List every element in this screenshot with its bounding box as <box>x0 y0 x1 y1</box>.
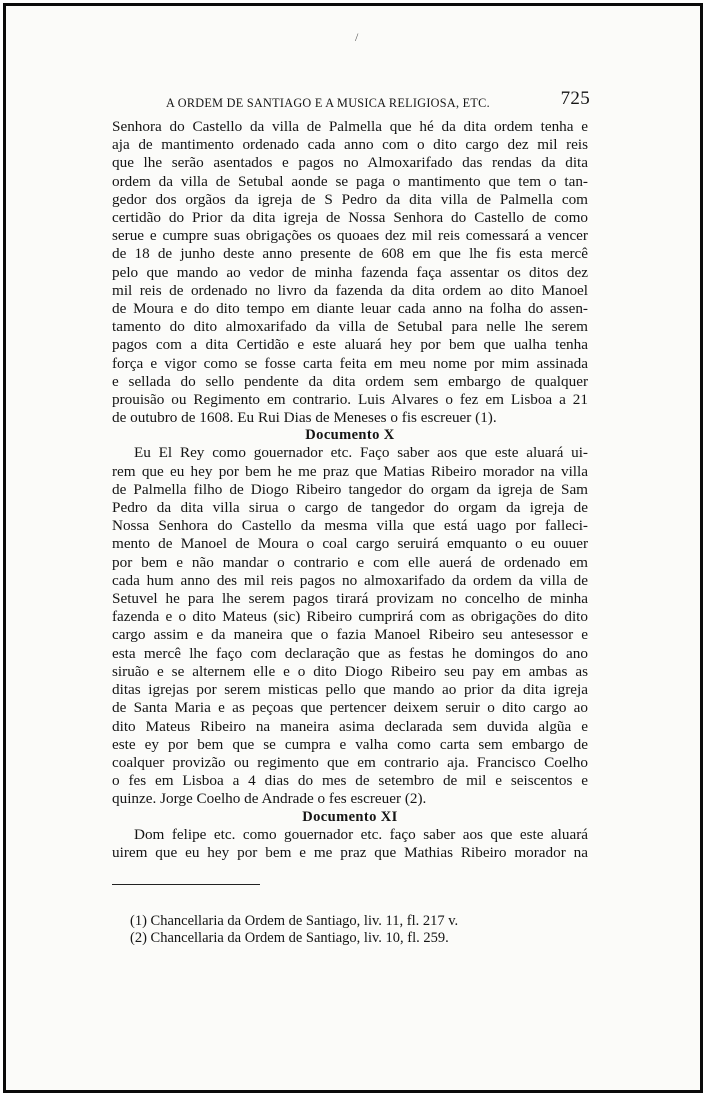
text-line: força e vigor como se fosse carta feita em meu nome por mim assinada <box>112 354 588 372</box>
text-line: tamento do dito almoxarifado da villa de Setubal para nelle lhe serem <box>112 318 588 336</box>
text-line: ordem da villa de Setubal aonde se paga o mantimento que tem o tan- <box>112 172 588 190</box>
text-line: Pedro da dita villa sirua o cargo de tangedor do orgam da igreja de <box>112 499 588 517</box>
footnotes <box>112 913 588 947</box>
text-line: Dom felipe etc. como gouernador etc. faço saber aos que este aluará <box>134 825 588 843</box>
document-page <box>112 88 588 947</box>
documento-x-text <box>112 444 588 808</box>
text-line: gedor dos orgãos da igreja de S Pedro da dita villa de Palmella com <box>112 190 588 208</box>
text-line: esta mercê lhe faço com declaração que as festas he domingos do ano <box>112 644 588 662</box>
text-line: Nossa Senhora do Castello da mesma villa que está uago por falleci- <box>112 517 588 535</box>
text-line: de Moura e do dito tempo em diante leuar cada anno na folha do assen- <box>112 300 588 318</box>
text-line: pelo que mando ao vedor de minha fazenda faça assentar os ditos dez <box>112 263 588 281</box>
text-line: pagos com a dita Certidão e este aluará hey por bem que ualha tenha <box>112 336 588 354</box>
footnote: (2) Chancellaria da Ordem de Santiago, liv. 10, fl. 259. <box>130 929 449 946</box>
text-line: de Palmella filho de Diogo Ribeiro tangedor do orgam da igreja de Sam <box>112 480 588 498</box>
text-line: mil reis de ordenado no livro da fazenda da dita ordem ao dito Manoel <box>112 281 588 299</box>
scan-speck: / <box>355 30 359 44</box>
text-line: fazenda e o dito Mateus (sic) Ribeiro cumprirá com as obrigações do dito <box>112 608 588 626</box>
footnote-rule <box>112 884 260 885</box>
text-line: cada hum anno des mil reis pagos no almoxarifado da ordem da villa de <box>112 571 588 589</box>
text-line: cargo assim e da maneira que o fazia Manoel Ribeiro seu antesessor e <box>112 626 588 644</box>
text-line: uirem que eu hey por bem e me praz que Mathias Ribeiro morador na <box>112 843 588 861</box>
running-title: A ORDEM DE SANTIAGO E A MUSICA RELIGIOSA, ETC. <box>166 96 490 110</box>
text-line: certidão do Prior da dita igreja de Nossa Senhora do Castello de como <box>112 209 588 227</box>
text-line: este ey por bem que se cumpra e valha como carta sem embargo de <box>112 735 588 753</box>
text-line: de outubro de 1608. Eu Rui Dias de Meneses o fis escreuer (1). <box>112 409 497 427</box>
text-line: prouisão ou Regimento em contrario. Luis Alvares o fez em Lisboa a 21 <box>112 391 588 409</box>
text-line: Eu El Rey como gouernador etc. Faço saber aos que este aluará ui- <box>134 444 588 462</box>
text-line: por bem e não mandar o contrario e com elle auerá de ordenado em <box>112 553 588 571</box>
text-line: serue e cumpre suas obrigações os quoaes dez mil reis comessará a vencer <box>112 227 588 245</box>
paragraph-continued <box>112 118 588 427</box>
text-line: Senhora do Castello da villa de Palmella que hé da dita ordem tenha e <box>112 118 588 135</box>
documento-xi-text <box>112 826 588 862</box>
text-line: e sellada do sello pendente da dita ordem sem embargo de qualquer <box>112 372 588 390</box>
running-head <box>112 88 588 118</box>
page-number: 725 <box>560 88 590 109</box>
text-line: de Santa Maria e as peçoas que pertencer deixem seruir o dito cargo ao <box>112 699 588 717</box>
text-line: o fes em Lisboa a 4 dias do mes de setembro de mil e seiscentos e <box>112 772 588 790</box>
text-line: aja de mantimento ordenado cada anno com o dito cargo dez mil reis <box>112 136 588 154</box>
text-line: siruão e se alternem elle e o dito Diogo Ribeiro seu pay em ambas as <box>112 662 588 680</box>
text-line: de 18 de junho deste anno presente de 608 em que lhe fis esta mercê <box>112 245 588 263</box>
text-line: ditas igrejas por serem misticas pello que mando ao prior da dita igreja <box>112 681 588 699</box>
text-line: rem que eu hey por bem he me praz que Matias Ribeiro morador na villa <box>112 462 588 480</box>
text-line: Setuvel he para lhe serem pagos tirará provizam no concelho de minha <box>112 590 588 608</box>
heading-documento-x: Documento X <box>305 427 395 444</box>
footnote: (1) Chancellaria da Ordem de Santiago, liv. 11, fl. 217 v. <box>130 912 459 929</box>
text-line: mento de Manoel de Moura o coal cargo seruirá emquanto o eu ouuer <box>112 535 588 553</box>
text-line: coalquer provizão ou regimento que em contrario aja. Francisco Coelho <box>112 753 588 771</box>
heading-documento-xi: Documento XI <box>302 808 398 825</box>
text-line: quinze. Jorge Coelho de Andrade o fes escreuer (2). <box>112 790 427 808</box>
text-line: dito Mateus Ribeiro na maneira asima declarada sem duvida algũa e <box>112 717 588 735</box>
text-line: que lhe serão asentados e pagos no Almoxarifado das rendas da dita <box>112 154 588 172</box>
